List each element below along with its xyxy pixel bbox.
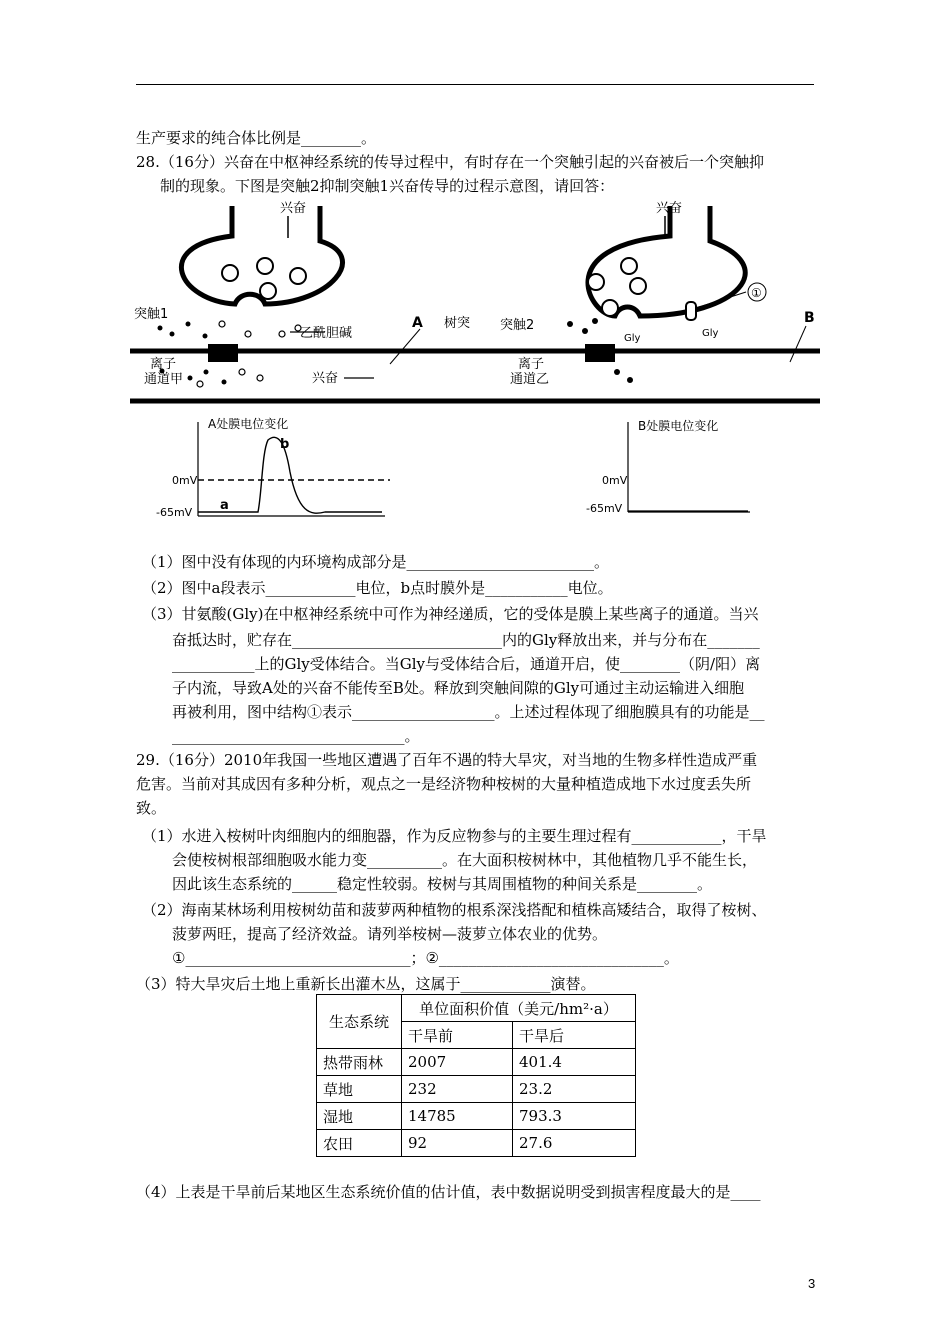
graphB-neg-label: -65mV xyxy=(586,502,623,515)
label-ion-1b: 通道甲 xyxy=(144,372,184,387)
table-row xyxy=(317,1076,636,1103)
label-gly-2: Gly xyxy=(702,328,719,339)
q28-3-l3: ___________上的Gly受体结合。当Gly与受体结合后，通道开启，使________（阴/阳）离 xyxy=(172,655,761,673)
q29-2-l1: （2）海南某林场利用桉树幼苗和菠萝两种植物的根系深浅搭配和植株高矮结合，取得了桉树、 xyxy=(142,901,767,919)
q29-1-l3: 因此该生态系统的______稳定性较弱。桉树与其周围植物的种间关系是________。 xyxy=(172,875,713,893)
q28-3-l6: _______________________________。 xyxy=(172,727,420,745)
q29-4: （4）上表是干旱前后某地区生态系统价值的估计值，表中数据说明受到损害程度最大的是____ xyxy=(136,1183,761,1201)
graphA-neg-label: -65mV xyxy=(156,506,193,519)
graphA-title: A处膜电位变化 xyxy=(208,417,289,431)
structure-1 xyxy=(686,302,696,320)
q28-heading-cont: 制的现象。下图是突触2抑制突触1兴奋传导的过程示意图，请回答： xyxy=(160,177,615,195)
row-after: 401.4 xyxy=(513,1049,636,1076)
label-synapse-2: 突触2 xyxy=(500,318,535,333)
q29-1-l2: 会使桉树根部细胞吸水能力变__________。在大面积桉树林中，其他植物几乎不能生长， xyxy=(172,851,758,869)
q29-2-l3: ①______________________________；②______________________________。 xyxy=(172,949,679,967)
label-gly-1: Gly xyxy=(624,333,641,344)
label-excite-2: 兴奋 xyxy=(656,201,683,216)
row-name: 湿地 xyxy=(317,1103,402,1130)
graph-B xyxy=(580,412,760,522)
label-dendrite: 树突 xyxy=(444,316,471,331)
q29-l1: 29.（16分）2010年我国一些地区遭遇了百年不遇的特大旱灾，对当地的生物多样性造成严重 xyxy=(136,751,758,769)
row-after: 27.6 xyxy=(513,1130,636,1157)
graphA-b-label: b xyxy=(280,437,290,452)
label-excite-arrow: 兴奋 xyxy=(312,371,339,386)
table-row xyxy=(317,1103,636,1130)
row-after: 793.3 xyxy=(513,1103,636,1130)
q29-1-l1: （1）水进入桉树叶肉细胞内的细胞器，作为反应物参与的主要生理过程有____________，干旱 xyxy=(142,827,767,845)
th-after: 干旱后 xyxy=(513,1022,636,1049)
row-name: 草地 xyxy=(317,1076,402,1103)
q28-3-l5: 再被利用，图中结构①表示___________________。上述过程体现了细胞膜具有的功能是__ xyxy=(172,703,765,721)
header-rule xyxy=(136,84,814,85)
row-after: 23.2 xyxy=(513,1076,636,1103)
label-B: B xyxy=(804,310,815,326)
graphB-title: B处膜电位变化 xyxy=(638,419,719,433)
structure-1-leader xyxy=(696,292,746,308)
q28-2: （2）图中a段表示____________电位，b点时膜外是___________电位。 xyxy=(142,579,613,597)
row-before: 232 xyxy=(402,1076,513,1103)
q29-l3: 致。 xyxy=(136,799,167,817)
label-ion-2a: 离子 xyxy=(518,357,545,372)
q28-3-l4: 子内流，导致A处的兴奋不能传至B处。释放到突触间隙的Gly可通过主动运输进入细胞 xyxy=(172,679,745,697)
row-name: 农田 xyxy=(317,1130,402,1157)
row-before: 92 xyxy=(402,1130,513,1157)
th-before: 干旱前 xyxy=(402,1022,513,1049)
graphA-zero-label: 0mV xyxy=(172,474,198,487)
prev-question-tail: 生产要求的纯合体比例是________。 xyxy=(136,129,377,147)
label-A: A xyxy=(412,315,423,331)
label-ion-1a: 离子 xyxy=(150,357,177,372)
table-row xyxy=(317,1049,636,1076)
synapse-diagram xyxy=(130,196,820,408)
q29-l2: 危害。当前对其成因有多种分析，观点之一是经济物种桉树的大量种植造成地下水过度丢失所 xyxy=(136,775,752,793)
page-number: 3 xyxy=(808,1276,816,1291)
th-value: 单位面积价值（美元/hm²·a） xyxy=(402,995,636,1022)
graph-A xyxy=(150,412,400,532)
label-ion-2b: 通道乙 xyxy=(510,372,550,387)
vesicles-1 xyxy=(222,258,306,299)
q29-3: （3）特大旱灾后土地上重新长出灌木丛，这属于____________演替。 xyxy=(136,975,596,993)
label-ach: 乙酰胆碱 xyxy=(300,326,353,341)
label-synapse-1: 突触1 xyxy=(134,307,169,322)
row-before: 14785 xyxy=(402,1103,513,1130)
q28-heading: 28.（16分）兴奋在中枢神经系统的传导过程中，有时存在一个突触引起的兴奋被后一个突触抑 xyxy=(136,153,764,171)
graphB-zero-label: 0mV xyxy=(602,474,628,487)
th-system: 生态系统 xyxy=(317,995,402,1049)
ecosystem-value-table xyxy=(316,994,636,1157)
label-circle-1: ① xyxy=(751,286,762,300)
q28-3-l2: 奋抵达时，贮存在____________________________内的Gly释放出来，并与分布在_______ xyxy=(172,631,760,649)
q28-3-l1: （3）甘氨酸(Gly)在中枢神经系统中可作为神经递质，它的受体是膜上某些离子的通道。当兴 xyxy=(142,605,759,623)
q28-1: （1）图中没有体现的内环境构成部分是_________________________。 xyxy=(142,553,610,571)
row-name: 热带雨林 xyxy=(317,1049,402,1076)
row-before: 2007 xyxy=(402,1049,513,1076)
graphA-a-label: a xyxy=(220,498,229,513)
q29-2-l2: 菠萝两旺，提高了经济效益。请列举桉树—菠萝立体农业的优势。 xyxy=(172,925,608,943)
table-row xyxy=(317,1130,636,1157)
label-excite-1: 兴奋 xyxy=(280,201,307,216)
